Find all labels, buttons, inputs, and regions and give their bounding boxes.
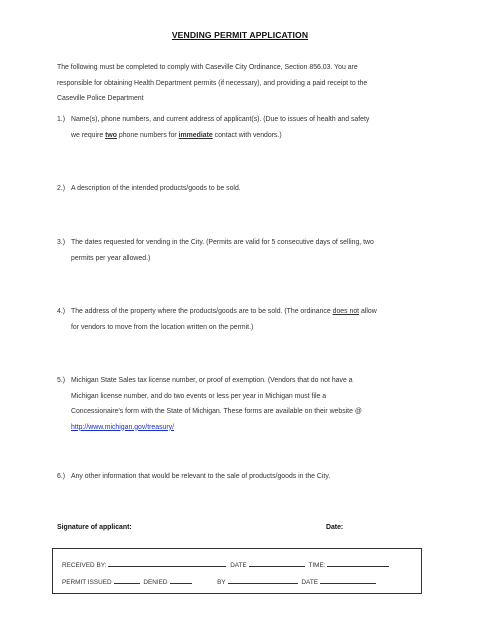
received-by-label: RECEIVED BY:	[62, 562, 107, 569]
item-text: A description of the intended products/goods to be sold.	[71, 185, 241, 192]
item-number: 2.)	[57, 185, 66, 192]
page-title: VENDING PERMIT APPLICATION	[171, 30, 309, 40]
office-use-box	[52, 548, 422, 594]
emphasis-does-not: does not	[332, 308, 360, 315]
item-6	[57, 469, 427, 485]
office-row-1	[62, 559, 391, 569]
intro-paragraph	[57, 60, 427, 107]
date-label: Date:	[326, 524, 344, 531]
item-number: 4.)	[57, 308, 66, 315]
by-label: BY	[217, 579, 226, 586]
item-5	[57, 373, 427, 437]
intro-line: responsible for obtaining Health Department permits (if necessary), and providing a paid receipt to the	[57, 79, 368, 87]
item-text: The dates requested for vending in the City. (Permits are valid for 5 consecutive days of selling, two	[71, 239, 374, 246]
date-field[interactable]	[320, 576, 376, 584]
item-3	[57, 235, 427, 267]
item-number: 3.)	[57, 239, 66, 246]
item-text: Michigan State Sales tax license number, or proof of exemption. (Vendors that do not have a	[71, 377, 353, 384]
item-text: Name(s), phone numbers, and current address of applicant(s). (Due to issues of health and safety	[71, 116, 370, 123]
item-1	[57, 112, 427, 144]
permit-issued-label: PERMIT ISSUED	[62, 579, 112, 586]
by-field[interactable]	[228, 576, 298, 584]
denied-label: DENIED	[143, 579, 168, 586]
denied-field[interactable]	[170, 576, 192, 584]
treasury-link[interactable]: http://www.michigan.gov/treasury/	[71, 423, 175, 431]
item-text: Any other information that would be relevant to the sale of products/goods in the City.	[71, 473, 331, 480]
intro-line: Caseville Police Department	[57, 95, 144, 102]
intro-line: The following must be completed to comply with Caseville City Ordinance, Section 856.03. You are	[57, 64, 358, 71]
emphasis-immediate: immediate	[178, 131, 213, 139]
item-number: 6.)	[57, 473, 66, 480]
time-label: TIME:	[308, 562, 326, 569]
permit-issued-field[interactable]	[114, 576, 140, 584]
item-text: for vendors to move from the location written on the permit.)	[71, 323, 254, 331]
item-text: Concessionaire's form with the State of Michigan. These forms are available on their website @	[71, 408, 362, 415]
item-number: 1.)	[57, 116, 66, 123]
date-label: DATE	[230, 562, 247, 569]
item-text: Michigan license number, and do two events or less per year in Michigan must file a	[71, 392, 327, 400]
item-text: permits per year allowed.)	[71, 254, 151, 262]
received-by-field[interactable]	[108, 559, 226, 567]
item-4	[57, 304, 427, 336]
item-2	[57, 181, 427, 197]
office-row-2	[62, 576, 378, 586]
date-field[interactable]	[249, 559, 305, 567]
item-text: The address of the property where the products/goods are to be sold. (The ordinance does not allow	[71, 308, 377, 315]
item-text: we require two phone numbers for immediate contact with vendors.)	[71, 131, 282, 139]
signature-label: Signature of applicant:	[57, 524, 132, 531]
date-label: DATE	[301, 579, 318, 586]
item-number: 5.)	[57, 377, 66, 384]
emphasis-two: two	[105, 131, 117, 139]
time-field[interactable]	[327, 559, 389, 567]
